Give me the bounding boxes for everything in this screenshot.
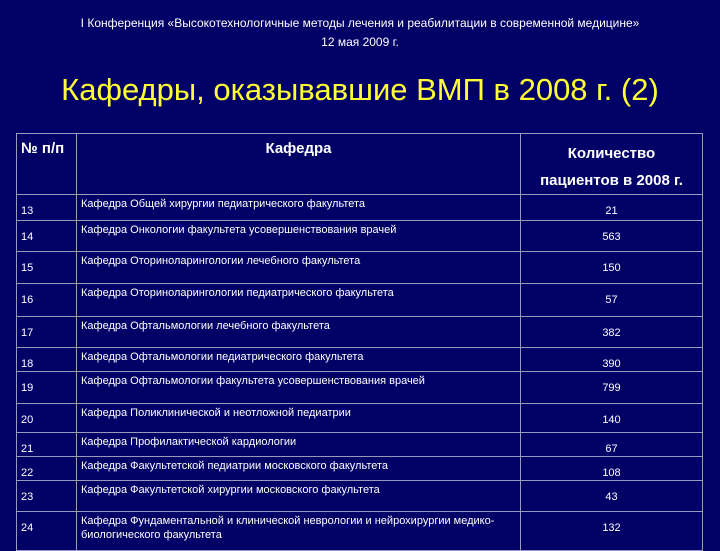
header-count-line2: пациентов в 2008 г. <box>540 172 683 189</box>
row-department: Кафедра Офтальмологии факультета усовершенствования врачей <box>77 372 521 404</box>
row-patient-count: 21 <box>521 195 703 221</box>
row-department: Кафедра Поликлинической и неотложной педиатрии <box>77 404 521 433</box>
row-department: Кафедра Оториноларингологии лечебного факультета <box>77 252 521 284</box>
table-row <box>17 404 703 433</box>
row-patient-count: 132 <box>521 512 703 551</box>
row-patient-count: 57 <box>521 284 703 317</box>
conference-header <box>0 14 720 52</box>
row-patient-count: 799 <box>521 372 703 404</box>
row-department: Кафедра Офтальмологии лечебного факультета <box>77 317 521 348</box>
row-department: Кафедра Общей хирургии педиатрического факультета <box>77 195 521 221</box>
row-department: Кафедра Оториноларингологии педиатрического факультета <box>77 284 521 317</box>
table-header-row <box>17 134 703 195</box>
row-number: 13 <box>17 195 77 221</box>
table-row <box>17 433 703 457</box>
row-department: Кафедра Фундаментальной и клинической неврологии и нейрохирургии медико-биологического факультета <box>77 512 521 551</box>
row-number: 20 <box>17 404 77 433</box>
row-department: Кафедра Офтальмологии педиатрического факультета <box>77 348 521 372</box>
row-department: Кафедра Профилактической кардиологии <box>77 433 521 457</box>
header-department: Кафедра <box>77 134 521 195</box>
table-body <box>17 195 703 551</box>
table-row <box>17 317 703 348</box>
row-patient-count: 382 <box>521 317 703 348</box>
table-row <box>17 457 703 481</box>
row-patient-count: 140 <box>521 404 703 433</box>
row-number: 19 <box>17 372 77 404</box>
row-department: Кафедра Факультетской хирургии московского факультета <box>77 481 521 512</box>
table-row <box>17 348 703 372</box>
row-department: Кафедра Факультетской педиатрии московского факультета <box>77 457 521 481</box>
header-patient-count <box>521 134 703 195</box>
departments-table <box>16 133 703 551</box>
row-patient-count: 108 <box>521 457 703 481</box>
table-row <box>17 221 703 252</box>
row-number: 17 <box>17 317 77 348</box>
table-row <box>17 284 703 317</box>
row-patient-count: 150 <box>521 252 703 284</box>
row-number: 24 <box>17 512 77 551</box>
row-patient-count: 43 <box>521 481 703 512</box>
row-number: 15 <box>17 252 77 284</box>
slide-title: Кафедры, оказывавшие ВМП в 2008 г. (2) <box>61 72 659 107</box>
table-row <box>17 372 703 404</box>
header-number: № п/п <box>17 134 77 195</box>
table-row <box>17 252 703 284</box>
row-number: 22 <box>17 457 77 481</box>
conference-name: I Конференция «Высокотехнологичные методы лечения и реабилитации в современной медицине» <box>80 16 640 30</box>
row-number: 21 <box>17 433 77 457</box>
table-row <box>17 512 703 551</box>
row-number: 23 <box>17 481 77 512</box>
row-patient-count: 390 <box>521 348 703 372</box>
header-count-line1: Количество <box>567 145 656 162</box>
row-number: 18 <box>17 348 77 372</box>
table-row <box>17 481 703 512</box>
row-patient-count: 67 <box>521 433 703 457</box>
table-row <box>17 195 703 221</box>
row-number: 16 <box>17 284 77 317</box>
conference-date: 12 мая 2009 г. <box>321 35 399 49</box>
row-patient-count: 563 <box>521 221 703 252</box>
row-department: Кафедра Онкологии факультета усовершенствования врачей <box>77 221 521 252</box>
row-number: 14 <box>17 221 77 252</box>
